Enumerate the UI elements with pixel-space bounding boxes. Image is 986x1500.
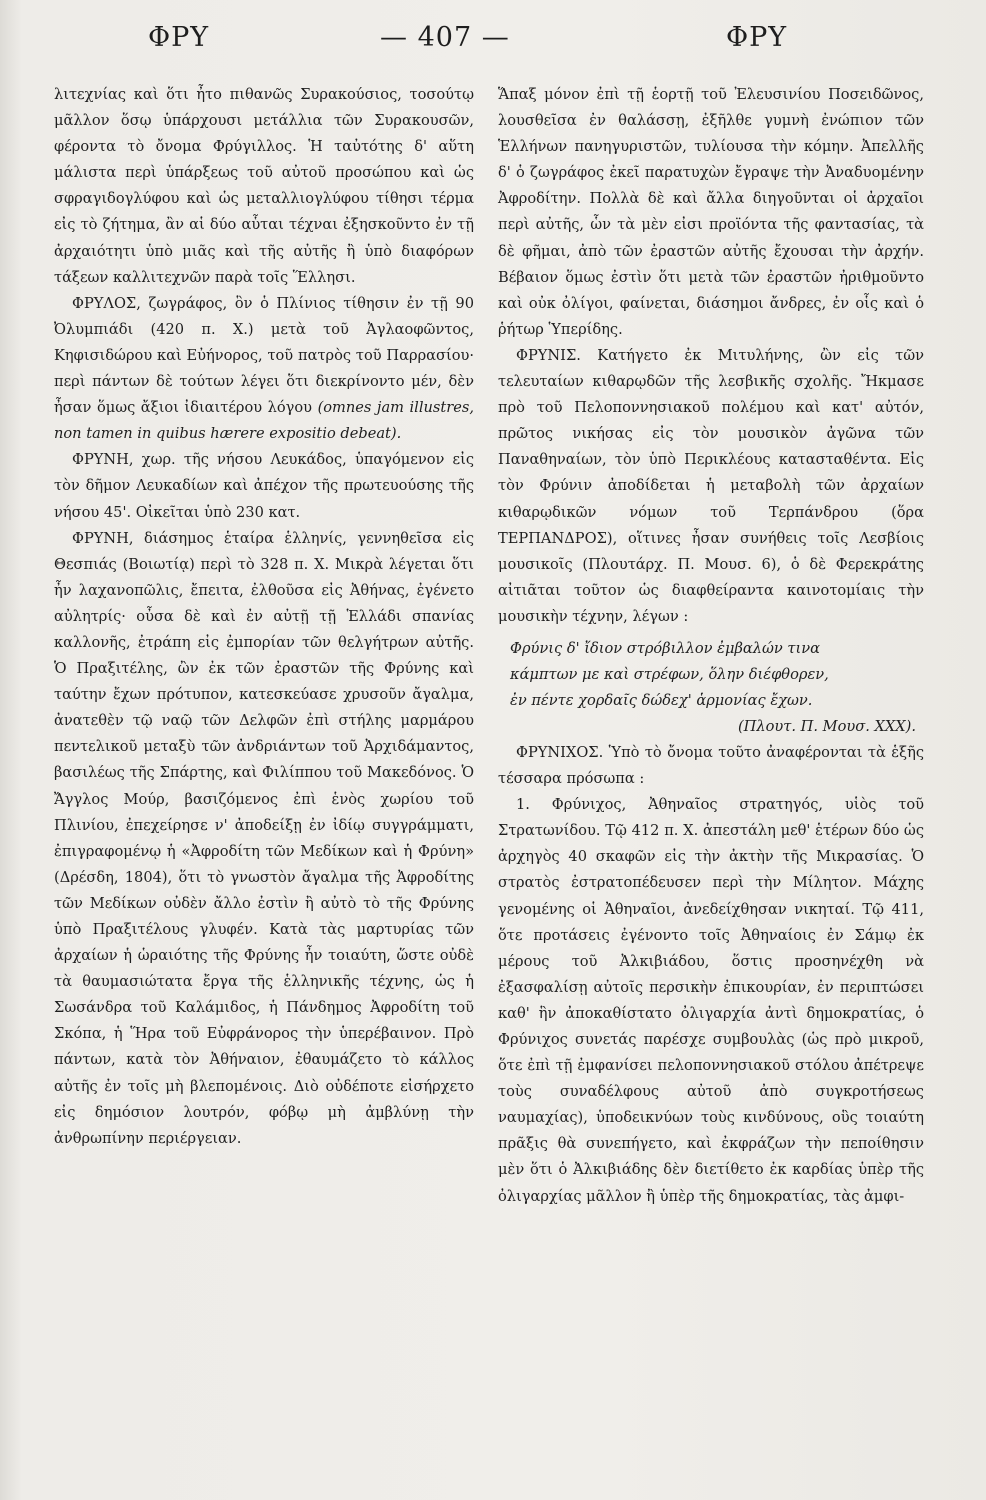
verse-quote — [510, 636, 924, 740]
page-number: — 407 — — [380, 22, 510, 53]
entry-phrylos-text: ΦΡΥΛΟΣ, ζωγράφος, ὃν ὁ Πλίνιος τίθησιν ἐν τῇ 90 Ὀλυμπιάδι (420 π. Χ.) μετὰ τοῦ Ἀγλαοφῶντος, Κηφισιδώρου καὶ Εὐήνορος, τοῦ πατρὸς τοῦ Παρρασίου· περὶ πάντων δὲ τούτων λέγει ὅτι διεκρίνοντο μέν, δὲν ἦσαν ὅμως ἄξιοι ἰδιαιτέρου λόγου — [54, 294, 474, 417]
entry-phrynichos: ΦΡΥΝΙΧΟΣ. Ὑπὸ τὸ ὄνομα τοῦτο ἀναφέρονται τὰ ἑξῆς τέσσαρα πρόσωπα : — [498, 743, 924, 788]
verse-reference: (Πλουτ. Π. Μουσ. XXX). — [737, 717, 916, 735]
right-column — [498, 82, 924, 1210]
entry-phrylos — [54, 291, 474, 448]
entry-phryne-village: ΦΡΥΝΗ, χωρ. τῆς νήσου Λευκάδος, ὑπαγόμενον εἰς τὸν δῆμον Λευκαδίων καὶ ἀπέχον τῆς πρωτευούσης τῆς νήσου 45'. Οἰκεῖται ὑπὸ 230 κατ. — [54, 451, 474, 521]
verse-line-2: κάμπτων με καὶ στρέφων, ὅλην διέφθορεν, — [510, 665, 829, 683]
entry-phrynichos-general: 1. Φρύνιχος, Ἀθηναῖος στρατηγός, υἱὸς τοῦ Στρατωνίδου. Τῷ 412 π. Χ. ἀπεστάλη μεθ' ἑτέρων δύο ὡς ἀρχηγὸς 40 σκαφῶν εἰς τὴν ἀκτὴν τῆς Μικρασίας. Ὁ στρατὸς ἐστρατοπέδευσεν περὶ τὴν Μίλητον. Μάχης γενομένης οἱ Ἀθηναῖοι, ἀνεδείχθησαν νικηταί. Τῷ 411, ὅτε προτάσεις ἐγένοντο τοῖς Ἀθηναίοις ἐν Σάμῳ ἐκ μέρους τοῦ Ἀλκιβιάδου, ὅστις προσηνέχθη νὰ ἐξασφαλίσῃ αὐτοῖς περσικὴν ἐπικουρίαν, ἐν περιπτώσει καθ' ἣν ἀποκαθίστατο ὀλιγαρχία ἀντὶ δημοκρατίας, ὁ Φρύνιχος συνετάς παρέσχε συμβουλὰς (ὡς πρὸ μικροῦ, ὅτε ἐπὶ τῇ ἐμφανίσει πελοποννησιακοῦ στόλου ἀπέτρεψε τοὺς συναδέλφους αὐτοῦ ἀπὸ συγκροτήσεως ναυμαχίας), ὑποδεικνύων τοὺς κινδύνους, οὓς τοιαύτη πρᾶξις θὰ συνεπήγετο, καὶ ἐκφράζων τὴν πεποίθησιν μὲν ὅτι ὁ Ἀλκιβιάδης δὲν διετίθετο ἐκ καρδίας ὑπὲρ τῆς ὀλιγαρχίας μᾶλλον ἢ ὑπὲρ τῆς δημοκρατίας, τὰς ἀμφι- — [498, 796, 924, 1205]
verse-line-3: ἐν πέντε χορδαῖς δώδεχ' ἁρμονίας ἔχων. — [510, 691, 813, 709]
latin-quote: (omnes jam illustres, non tamen in quibus hærere expositio debeat). — [54, 399, 474, 443]
entry-continuation: λιτεχνίας καὶ ὅτι ἦτο πιθανῶς Συρακούσιος, τοσούτῳ μᾶλλον ὅσῳ ὑπάρχουσι μετάλλια τῶν Συρακουσῶν, φέροντα τὸ ὄνομα Φρύγιλλος. Ἡ ταὐτότης δ' αὕτη μάλιστα περὶ ὑπάρξεως τοῦ αὐτοῦ προσώπου καὶ ὡς σφραγιδογλύφου καὶ ὡς μεταλλιογλύφου τίθησι τέρμα εἰς τὸ ζήτημα, ἂν αἱ δύο αὗται τέχναι ἐξησκοῦντο ἐν τῇ ἀρχαιότητι ὑπὸ μιᾶς καὶ τῆς αὐτῆς ἢ ὑπὸ διαφόρων τάξεων καλλιτεχνῶν παρὰ τοῖς Ἕλλησι. — [54, 86, 474, 286]
running-head-right: ΦΡΥ — [726, 22, 788, 53]
left-column — [54, 82, 474, 1152]
verse-line-1: Φρύνις δ' ἴδιον στρόβιλλον ἐμβαλών τινα — [510, 639, 820, 657]
entry-phryne-hetaira: ΦΡΥΝΗ, διάσημος ἑταίρα ἑλληνίς, γεννηθεῖσα εἰς Θεσπιάς (Βοιωτίᾳ) περὶ τὸ 328 π. Χ. Μικρὰ λέγεται ὅτι ἦν λαχανοπῶλις, ἔπειτα, ἐλθοῦσα εἰς Ἀθήνας, ἐγένετο αὐλητρίς· οὖσα δὲ καὶ ἐν αὐτῇ τῇ Ἑλλάδι σπανίας καλλονῆς, ἐτράπη εἰς ἐμπορίαν τῶν θελγήτρων αὐτῆς. Ὁ Πραξιτέλης, ὢν ἐκ τῶν ἐραστῶν τῆς Φρύνης καὶ ταύτην ἔχων πρότυπον, κατεσκεύασε χρυσοῦν ἄγαλμα, ἀνατεθὲν τῷ ναῷ τῶν Δελφῶν ἐπὶ στήλης μαρμάρου πεντελικοῦ μεταξὺ τῶν ἀνδριάντων τοῦ Ἀρχιδάμαντος, βασιλέως τῆς Σπάρτης, καὶ Φιλίππου τοῦ Μακεδόνος. Ὁ Ἄγγλος Μούρ, βασιζόμενος ἐπὶ ἑνὸς χωρίου τοῦ Πλινίου, ἐπεχείρησε ν' ἀποδείξῃ ἐν ἰδίῳ συγγράμματι, ἐπιγραφομένῳ ἡ «Ἀφροδίτη τῶν Μεδίκων καὶ ἡ Φρύνη» (Δρέσδη, 1804), ὅτι τὸ γνωστὸν ἄγαλμα τῆς Ἀφροδίτης τῶν Μεδίκων οὐδὲν ἄλλο ἐστὶν ἢ αὐτὸ τὸ τῆς Φρύνης ὑπὸ Πραξιτέλους γλυφέν. Κατὰ τὰς μαρτυρίας τῶν ἀρχαίων ἡ ὡραιότης τῆς Φρύνης ἦν τοιαύτη, ὥστε οὐδὲ τὰ θαυμασιώτατα ἔργα τῆς ἑλληνικῆς τέχνης, ὡς ἡ Σωσάνδρα τοῦ Καλάμιδος, ἡ Πάνδημος Ἀφροδίτη τοῦ Σκόπα, ἡ Ἥρα τοῦ Εὐφράνορος τὴν ὑπερέβαινον. Πρὸ πάντων, κατὰ τὸν Ἀθήναιον, ἐθαυμάζετο τὸ κάλλος αὐτῆς ἐν τοῖς μὴ βλεπομένοις. Διὸ οὐδέποτε εἰσήρχετο εἰς δημόσιον λουτρόν, φόβῳ μὴ ἀμβλύνῃ τὴν ἀνθρωπίνην περιέργειαν. — [54, 529, 474, 1147]
entry-phrynis: ΦΡΥΝΙΣ. Κατήγετο ἐκ Μιτυλήνης, ὢν εἰς τῶν τελευταίων κιθαρῳδῶν τῆς λεσβικῆς σχολῆς. Ἤκμασε πρὸ τοῦ Πελοποννησιακοῦ πολέμου καὶ κατ' αὐτόν, πρῶτος νικήσας εἰς τὸν μουσικὸν ἀγῶνα τῶν Παναθηναίων, τὸν ὑπὸ Περικλέους κατασταθέντα. Εἰς τὸν Φρύνιν ἀποδίδεται ἡ μεταβολὴ τῶν ἀρχαίων κιθαρῳδικῶν νόμων τοῦ Τερπάνδρου (ὅρα ΤΕΡΠΑΝΔΡΟΣ), οἵτινες ἦσαν συνήθεις τοῖς Λεσβίοις μουσικοῖς (Πλουτάρχ. Π. Μουσ. 6), ὁ δὲ Φερεκράτης αἰτιᾶται τοῦτον ὡς διαφθείραντα καινοτομίαις τὴν μουσικὴν τέχνην, λέγων : — [498, 346, 924, 625]
running-head-left: ΦΡΥ — [148, 22, 210, 53]
entry-phryne-continuation: Ἅπαξ μόνον ἐπὶ τῇ ἑορτῇ τοῦ Ἐλευσινίου Ποσειδῶνος, λουσθεῖσα ἐν θαλάσσῃ, ἐξῆλθε γυμνὴ ἐνώπιον τῶν Ἑλλήνων πανηγυριστῶν, τυλίουσα τὴν κόμην. Ἀπελλῆς δ' ὁ ζωγράφος ἐκεῖ παρατυχὼν ἔγραψε τὴν Ἀναδυομένην Ἀφροδίτην. Πολλὰ δὲ καὶ ἄλλα διηγοῦνται οἱ ἀρχαῖοι περὶ αὐτῆς, ὧν τὰ μὲν εἰσι προϊόντα τῆς φαντασίας, τὰ δὲ φῆμαι, ἀπὸ τῶν ἐραστῶν αὐτῆς ἔχουσαι τὴν ἀρχήν. Βέβαιον ὅμως ἐστὶν ὅτι μετὰ τῶν ἐραστῶν ἠριθμοῦντο καὶ οὐκ ὀλίγοι, φαίνεται, διάσημοι ἄνδρες, ἐν οἷς καὶ ὁ ῥήτωρ Ὑπερίδης. — [498, 86, 924, 338]
